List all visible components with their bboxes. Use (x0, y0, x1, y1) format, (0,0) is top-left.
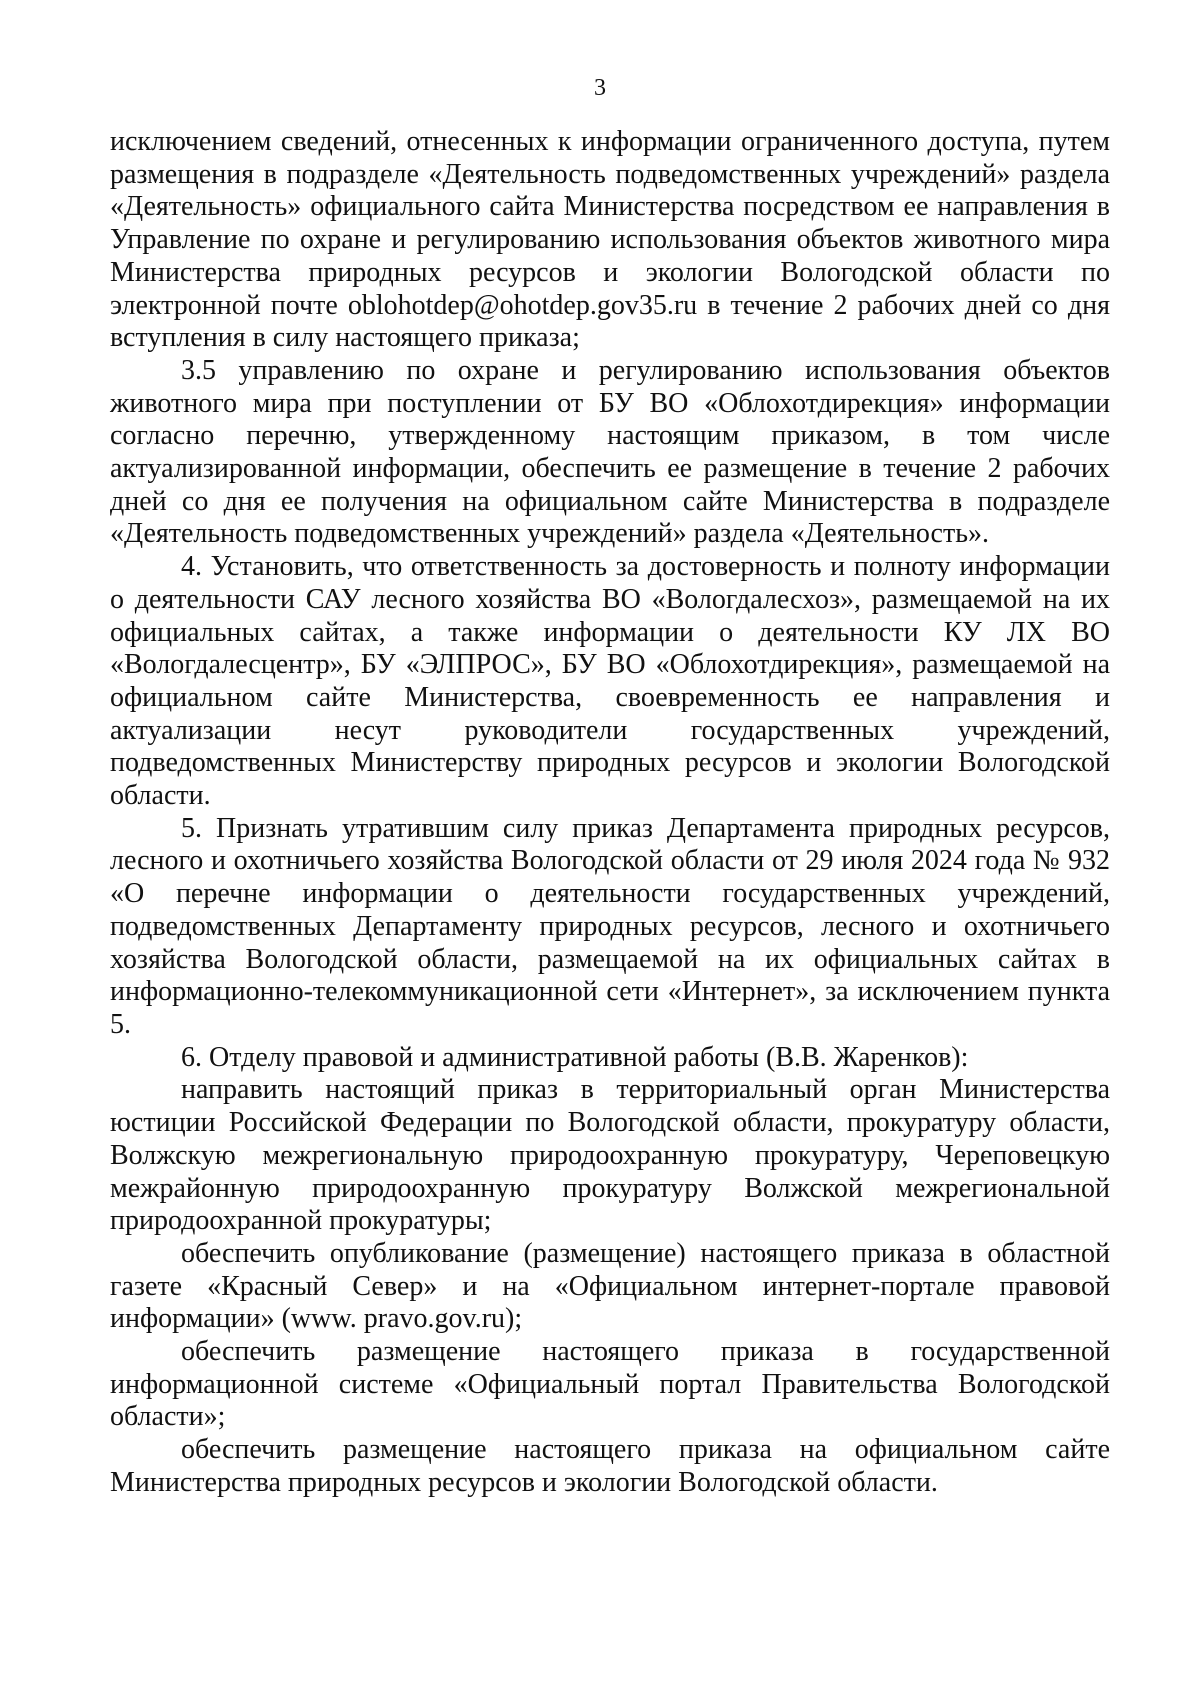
paragraph-3-5: 3.5 управлению по охране и регулированию использования объектов животного мира при поступлении от БУ ВО «Облохотдирекция» информации согласно перечню, утвержденному настоящим приказом, в том числе актуализированной информации, обеспечить ее размещение в течение 2 рабочих дней со дня ее получения на официальном сайте Министерства в подразделе «Деятельность подведомственных учреждений» раздела «Деятельность». (110, 354, 1110, 550)
paragraph-6-publish: обеспечить опубликование (размещение) настоящего приказа в областной газете «Красный Север» и на «Официальном интернет-портале правовой информации» (www. pravo.gov.ru); (110, 1237, 1110, 1335)
paragraph-6: 6. Отделу правовой и административной работы (В.В. Жаренков): (181, 1041, 969, 1073)
paragraph-continuation: исключением сведений, отнесенных к информации ограниченного доступа, путем размещения в подразделе «Деятельность подведомственных учреждений» раздела «Деятельность» официального сайта Министерства посредством ее направления в Управление по охране и регулированию использования объектов животного мира Министерства природных ресурсов и экологии Вологодской области по электронной почте oblohotdep@ohotdep.gov35.ru в течение 2 рабочих дней со дня вступления в силу настоящего приказа; (110, 126, 1110, 354)
paragraph-4: 4. Установить, что ответственность за достоверность и полноту информации о деятельности САУ лесного хозяйства ВО «Вологдалесхоз», размещаемой на их официальных сайтах, а также информации о деятельности КУ ЛХ ВО «Вологдалесцентр», БУ «ЭЛПРОС», БУ ВО «Облохотдирекция», размещаемой на официальном сайте Министерства, своевременность ее направления и актуализации несут руководители государственных учреждений, подведомственных Министерству природных ресурсов и экологии Вологодской области. (110, 551, 1110, 812)
paragraph-5: 5. Признать утратившим силу приказ Департамента природных ресурсов, лесного и охотничьего хозяйства Вологодской области от 29 июля 2024 года № 932 «О перечне информации о деятельности государственных учреждений, подведомственных Департаменту природных ресурсов, лесного и охотничьего хозяйства Вологодской области, размещаемой на их официальных сайтах в информационно-телекоммуникационной сети «Интернет», за исключением пункта 5. (110, 812, 1110, 1040)
page-number: 3 (594, 75, 606, 101)
paragraph-6-send: направить настоящий приказ в территориальный орган Министерства юстиции Российской Федерации по Вологодской области, прокуратуру области, Волжскую межрегиональную природоохранную прокуратуру, Череповецкую межрайонную природоохранную прокуратуру Волжской межрегиональной природоохранной прокуратуры; (110, 1074, 1110, 1237)
paragraph-6-site: обеспечить размещение настоящего приказа на официальном сайте Министерства природных ресурсов и экологии Вологодской области. (110, 1434, 1110, 1498)
document-body (110, 126, 1110, 1500)
paragraph-6-portal: обеспечить размещение настоящего приказа в государственной информационной системе «Официальный портал Правительства Вологодской области»; (110, 1336, 1110, 1433)
